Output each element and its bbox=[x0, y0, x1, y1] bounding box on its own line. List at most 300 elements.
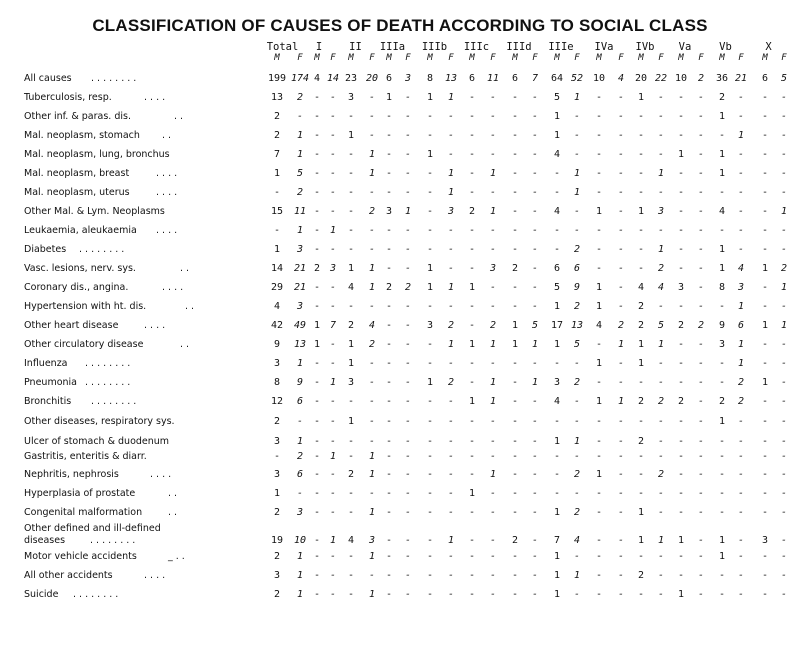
cell-i-f: - bbox=[329, 507, 337, 518]
cell-iiie-m: 4 bbox=[553, 206, 561, 217]
cell-total-m: 3 bbox=[273, 358, 281, 369]
cell-iiib-f: 1 bbox=[447, 535, 455, 546]
cell-x-f: 1 bbox=[780, 320, 788, 331]
row-label: Ulcer of stomach & duodenum bbox=[24, 436, 170, 447]
cell-iva-m: - bbox=[595, 244, 603, 255]
cell-iiia-m: - bbox=[385, 358, 393, 369]
cell-x-m: - bbox=[761, 187, 769, 198]
cell-va-m: - bbox=[677, 206, 685, 217]
cell-iiid-m: - bbox=[511, 187, 519, 198]
cell-ii-f: 1 bbox=[368, 149, 376, 160]
column-female: F bbox=[574, 53, 580, 63]
cell-iva-f: - bbox=[617, 282, 625, 293]
cell-ivb-f: - bbox=[657, 451, 665, 462]
cell-iiib-f: 2 bbox=[447, 377, 455, 388]
cell-iiid-m: - bbox=[511, 225, 519, 236]
cell-ii-f: 1 bbox=[368, 282, 376, 293]
cell-iiia-f: - bbox=[404, 488, 412, 499]
cell-ii-m: 1 bbox=[347, 339, 355, 350]
cell-i-f: - bbox=[329, 358, 337, 369]
cell-i-f: - bbox=[329, 436, 337, 447]
cell-x-m: 1 bbox=[761, 377, 769, 388]
column-male: M bbox=[469, 53, 475, 63]
cell-i-f: - bbox=[329, 589, 337, 600]
cell-total-m: 2 bbox=[273, 416, 281, 427]
cell-ii-m: 1 bbox=[347, 263, 355, 274]
cell-iiid-f: - bbox=[531, 488, 539, 499]
cell-iva-m: - bbox=[595, 416, 603, 427]
cell-iiib-m: - bbox=[426, 436, 434, 447]
cell-iiic-f: - bbox=[489, 282, 497, 293]
cell-ii-m: - bbox=[347, 551, 355, 562]
column-male: M bbox=[348, 53, 354, 63]
cell-total-m: - bbox=[273, 225, 281, 236]
cell-iiia-f: - bbox=[404, 92, 412, 103]
cell-ii-m: - bbox=[347, 396, 355, 407]
cell-iva-f: - bbox=[617, 507, 625, 518]
cell-x-f: 5 bbox=[780, 73, 788, 84]
cell-iiid-f: 1 bbox=[531, 377, 539, 388]
column-female: F bbox=[658, 53, 664, 63]
cell-iva-f: - bbox=[617, 535, 625, 546]
cell-iva-f: - bbox=[617, 111, 625, 122]
cell-iiie-f: - bbox=[573, 416, 581, 427]
cell-iiic-f: - bbox=[489, 225, 497, 236]
cell-iiic-f: - bbox=[489, 570, 497, 581]
column-female: F bbox=[369, 53, 375, 63]
cell-vb-m: 1 bbox=[718, 111, 726, 122]
cell-ii-f: - bbox=[368, 187, 376, 198]
cell-x-m: - bbox=[761, 339, 769, 350]
cell-va-f: - bbox=[697, 149, 705, 160]
cell-iiic-f: - bbox=[489, 535, 497, 546]
cell-iiib-f: - bbox=[447, 111, 455, 122]
cell-iiie-f: 1 bbox=[573, 570, 581, 581]
cell-i-m: - bbox=[313, 206, 321, 217]
cell-iiia-m: 3 bbox=[385, 206, 393, 217]
cell-iiia-f: - bbox=[404, 225, 412, 236]
row-label: Leukaemia, aleukaemia bbox=[24, 225, 137, 236]
cell-total-m: 2 bbox=[273, 111, 281, 122]
cell-total-f: 49 bbox=[293, 320, 307, 331]
cell-iiia-f: - bbox=[404, 570, 412, 581]
cell-iiib-f: - bbox=[447, 416, 455, 427]
cell-iiic-m: - bbox=[468, 149, 476, 160]
cell-iiia-m: - bbox=[385, 570, 393, 581]
column-group-va: Va bbox=[678, 41, 692, 53]
row-leader-dots: . . bbox=[185, 301, 195, 312]
cell-iiie-f: - bbox=[573, 206, 581, 217]
cell-ii-f: - bbox=[368, 92, 376, 103]
cell-iiie-m: 17 bbox=[550, 320, 564, 331]
row-label: Mal. neoplasm, breast bbox=[24, 168, 130, 179]
cell-iiib-f: - bbox=[447, 589, 455, 600]
cell-iiic-f: - bbox=[489, 507, 497, 518]
cell-ii-m: - bbox=[347, 168, 355, 179]
cell-ivb-f: 2 bbox=[657, 263, 665, 274]
cell-iiie-f: 2 bbox=[573, 244, 581, 255]
cell-iiic-f: - bbox=[489, 244, 497, 255]
cell-iiia-f: - bbox=[404, 469, 412, 480]
cell-iiia-m: - bbox=[385, 451, 393, 462]
cell-iiid-m: - bbox=[511, 507, 519, 518]
cell-total-m: - bbox=[273, 187, 281, 198]
cell-iva-m: 1 bbox=[595, 396, 603, 407]
cell-iiic-m: - bbox=[468, 111, 476, 122]
cell-vb-f: - bbox=[737, 225, 745, 236]
cell-vb-m: 1 bbox=[718, 168, 726, 179]
cell-total-f: 6 bbox=[296, 469, 304, 480]
row-label: Other diseases, respiratory sys. bbox=[24, 416, 175, 427]
cell-i-m: - bbox=[313, 130, 321, 141]
row-leader-dots: . . . . bbox=[144, 320, 166, 331]
cell-va-m: - bbox=[677, 570, 685, 581]
cell-iva-f: - bbox=[617, 436, 625, 447]
cell-total-m: 9 bbox=[273, 339, 281, 350]
cell-va-f: - bbox=[697, 551, 705, 562]
cell-x-m: - bbox=[761, 92, 769, 103]
cell-va-f: - bbox=[697, 301, 705, 312]
row-leader-dots: . . . . bbox=[156, 168, 178, 179]
cell-total-f: 1 bbox=[296, 551, 304, 562]
cell-iiie-m: - bbox=[553, 225, 561, 236]
column-female: F bbox=[330, 53, 336, 63]
cell-ivb-f: 4 bbox=[657, 282, 665, 293]
cell-vb-f: - bbox=[737, 451, 745, 462]
row-label: Gastritis, enteritis & diarr. bbox=[24, 451, 147, 462]
cell-iiic-f: 2 bbox=[489, 320, 497, 331]
cell-ivb-m: 2 bbox=[637, 436, 645, 447]
cell-iiib-f: - bbox=[447, 301, 455, 312]
cell-ii-m: 1 bbox=[347, 416, 355, 427]
cell-iiid-m: - bbox=[511, 111, 519, 122]
cell-va-f: - bbox=[697, 92, 705, 103]
cell-iiie-f: 5 bbox=[573, 339, 581, 350]
cell-total-f: - bbox=[296, 488, 304, 499]
cell-i-f: - bbox=[329, 570, 337, 581]
cell-iiie-m: 1 bbox=[553, 130, 561, 141]
cell-iva-m: - bbox=[595, 149, 603, 160]
cell-x-f: - bbox=[780, 187, 788, 198]
cell-x-f: - bbox=[780, 149, 788, 160]
cell-iiid-m: 1 bbox=[511, 339, 519, 350]
cell-iiic-m: - bbox=[468, 589, 476, 600]
cell-iiid-f: - bbox=[531, 396, 539, 407]
column-male: M bbox=[427, 53, 433, 63]
cell-iiia-m: - bbox=[385, 416, 393, 427]
cell-iva-m: - bbox=[595, 436, 603, 447]
cell-ivb-m: - bbox=[637, 377, 645, 388]
cell-vb-f: - bbox=[737, 469, 745, 480]
row-leader-dots: . . bbox=[180, 339, 190, 350]
cell-ii-m: 1 bbox=[347, 358, 355, 369]
cell-ivb-m: - bbox=[637, 187, 645, 198]
cell-iiic-f: - bbox=[489, 92, 497, 103]
cell-iva-m: - bbox=[595, 488, 603, 499]
cell-iiid-m: - bbox=[511, 589, 519, 600]
cell-x-f: 1 bbox=[780, 282, 788, 293]
cell-x-m: - bbox=[761, 206, 769, 217]
cell-iva-m: 1 bbox=[595, 282, 603, 293]
cell-iiia-f: - bbox=[404, 263, 412, 274]
cell-iiid-f: - bbox=[531, 570, 539, 581]
cell-i-m: - bbox=[313, 225, 321, 236]
cell-iiid-m: 1 bbox=[511, 320, 519, 331]
column-male: M bbox=[596, 53, 602, 63]
cell-iva-f: - bbox=[617, 469, 625, 480]
cell-iva-m: - bbox=[595, 168, 603, 179]
cell-ivb-f: - bbox=[657, 488, 665, 499]
cell-iiib-f: 13 bbox=[444, 73, 458, 84]
cell-vb-f: - bbox=[737, 436, 745, 447]
cell-iiie-f: 4 bbox=[573, 535, 581, 546]
cell-iva-m: 1 bbox=[595, 469, 603, 480]
cell-vb-f: - bbox=[737, 570, 745, 581]
row-label: Motor vehicle accidents bbox=[24, 551, 137, 562]
cell-ii-m: - bbox=[347, 149, 355, 160]
cell-va-m: - bbox=[677, 416, 685, 427]
cell-iiie-f: 1 bbox=[573, 168, 581, 179]
cell-total-m: 1 bbox=[273, 168, 281, 179]
cell-total-m: 3 bbox=[273, 469, 281, 480]
cell-ii-m: 1 bbox=[347, 130, 355, 141]
cell-va-f: - bbox=[697, 206, 705, 217]
cell-iiid-m: - bbox=[511, 469, 519, 480]
cell-iiib-m: - bbox=[426, 187, 434, 198]
cell-iva-f: - bbox=[617, 187, 625, 198]
cell-ii-m: - bbox=[347, 570, 355, 581]
cell-iva-f: - bbox=[617, 551, 625, 562]
cell-iiia-m: - bbox=[385, 396, 393, 407]
cell-i-f: - bbox=[329, 282, 337, 293]
cell-i-f: - bbox=[329, 551, 337, 562]
cell-total-m: 15 bbox=[270, 206, 284, 217]
cell-vb-f: - bbox=[737, 551, 745, 562]
cell-iiic-f: 11 bbox=[486, 73, 500, 84]
cell-iva-m: - bbox=[595, 570, 603, 581]
cell-x-f: - bbox=[780, 358, 788, 369]
cell-total-f: - bbox=[296, 416, 304, 427]
cell-va-f: - bbox=[697, 358, 705, 369]
cell-va-f: - bbox=[697, 168, 705, 179]
cell-vb-m: - bbox=[718, 469, 726, 480]
cell-iiic-m: - bbox=[468, 507, 476, 518]
cell-iiia-f: 1 bbox=[404, 206, 412, 217]
cell-total-f: 1 bbox=[296, 225, 304, 236]
cell-total-f: 21 bbox=[293, 263, 307, 274]
cell-i-m: - bbox=[313, 570, 321, 581]
cell-ii-m: 2 bbox=[347, 469, 355, 480]
cell-total-m: 1 bbox=[273, 488, 281, 499]
cell-ivb-f: - bbox=[657, 187, 665, 198]
cell-i-f: - bbox=[329, 206, 337, 217]
cell-iiia-m: - bbox=[385, 263, 393, 274]
column-male: M bbox=[274, 53, 280, 63]
cell-ivb-m: 1 bbox=[637, 339, 645, 350]
cell-iiid-f: - bbox=[531, 149, 539, 160]
row-label: Other defined and ill-defined bbox=[24, 523, 161, 534]
cell-total-m: 42 bbox=[270, 320, 284, 331]
row-leader-dots: . . . . . . . . bbox=[91, 396, 137, 407]
column-group-ii: II bbox=[349, 41, 362, 53]
cell-iiie-f: - bbox=[573, 225, 581, 236]
cell-iiia-m: - bbox=[385, 339, 393, 350]
cell-iiid-m: 2 bbox=[511, 535, 519, 546]
cell-x-m: 1 bbox=[761, 263, 769, 274]
cell-iiic-f: - bbox=[489, 358, 497, 369]
cell-vb-m: 2 bbox=[718, 92, 726, 103]
cell-iiib-f: - bbox=[447, 225, 455, 236]
row-label: Mal. neoplasm, stomach bbox=[24, 130, 140, 141]
cell-total-m: 13 bbox=[270, 92, 284, 103]
cell-total-m: 1 bbox=[273, 244, 281, 255]
cell-vb-m: - bbox=[718, 589, 726, 600]
cell-iiia-f: - bbox=[404, 358, 412, 369]
cell-x-m: - bbox=[761, 488, 769, 499]
cell-iiia-f: - bbox=[404, 168, 412, 179]
cell-iiic-m: 1 bbox=[468, 339, 476, 350]
cell-ii-f: - bbox=[368, 225, 376, 236]
cell-iiid-m: - bbox=[511, 168, 519, 179]
cell-x-f: 1 bbox=[780, 206, 788, 217]
cell-iiie-m: 1 bbox=[553, 301, 561, 312]
cell-va-f: - bbox=[697, 130, 705, 141]
cell-iiia-m: - bbox=[385, 187, 393, 198]
cell-ii-f: 1 bbox=[368, 551, 376, 562]
cell-total-f: 1 bbox=[296, 358, 304, 369]
cell-iiib-f: 1 bbox=[447, 92, 455, 103]
column-male: M bbox=[386, 53, 392, 63]
cell-iiib-m: 1 bbox=[426, 92, 434, 103]
cell-iiib-m: - bbox=[426, 551, 434, 562]
cell-total-f: 1 bbox=[296, 589, 304, 600]
cell-iiic-m: - bbox=[468, 436, 476, 447]
cell-i-m: - bbox=[313, 469, 321, 480]
cell-total-m: 2 bbox=[273, 551, 281, 562]
cell-iva-m: - bbox=[595, 263, 603, 274]
cell-iiib-m: - bbox=[426, 488, 434, 499]
row-label: All other accidents bbox=[24, 570, 113, 581]
cell-iiib-m: - bbox=[426, 570, 434, 581]
cell-i-m: - bbox=[313, 187, 321, 198]
cell-iiic-f: - bbox=[489, 301, 497, 312]
cell-ivb-m: - bbox=[637, 469, 645, 480]
cell-ivb-f: 1 bbox=[657, 168, 665, 179]
cell-iva-f: - bbox=[617, 570, 625, 581]
cell-iiia-m: - bbox=[385, 111, 393, 122]
cell-iiie-m: 1 bbox=[553, 339, 561, 350]
cell-iva-m: 1 bbox=[595, 301, 603, 312]
cell-ivb-m: - bbox=[637, 263, 645, 274]
cell-iiid-f: - bbox=[531, 282, 539, 293]
cell-iiic-m: - bbox=[468, 130, 476, 141]
cell-x-f: - bbox=[780, 111, 788, 122]
cell-iiia-m: 1 bbox=[385, 92, 393, 103]
cell-iiia-f: - bbox=[404, 377, 412, 388]
cell-va-m: - bbox=[677, 130, 685, 141]
cell-i-m: 1 bbox=[313, 320, 321, 331]
cell-iiie-f: - bbox=[573, 589, 581, 600]
cell-iiid-m: - bbox=[511, 301, 519, 312]
cell-iva-m: - bbox=[595, 451, 603, 462]
cell-i-m: - bbox=[313, 149, 321, 160]
cell-i-m: 1 bbox=[313, 339, 321, 350]
cell-vb-f: 2 bbox=[737, 396, 745, 407]
cell-vb-f: 3 bbox=[737, 282, 745, 293]
cell-iiie-f: 1 bbox=[573, 187, 581, 198]
cell-iiie-f: - bbox=[573, 358, 581, 369]
cell-iva-f: - bbox=[617, 130, 625, 141]
column-group-total: Total bbox=[266, 41, 299, 53]
cell-ii-f: 4 bbox=[368, 320, 376, 331]
cell-iiid-f: - bbox=[531, 168, 539, 179]
cell-iiie-m: 1 bbox=[553, 570, 561, 581]
cell-x-m: - bbox=[761, 551, 769, 562]
cell-total-f: 1 bbox=[296, 149, 304, 160]
column-group-i: I bbox=[315, 41, 323, 53]
cell-vb-m: 1 bbox=[718, 535, 726, 546]
cell-ii-f: 2 bbox=[368, 206, 376, 217]
cell-iiic-m: 1 bbox=[468, 488, 476, 499]
cell-i-f: - bbox=[329, 488, 337, 499]
row-leader-dots: . . . . . . . . bbox=[90, 535, 136, 546]
cell-i-m: - bbox=[313, 168, 321, 179]
cell-ivb-f: 1 bbox=[657, 535, 665, 546]
cell-iiic-f: 1 bbox=[489, 339, 497, 350]
cell-iiib-f: 1 bbox=[447, 282, 455, 293]
cell-iiid-f: - bbox=[531, 301, 539, 312]
cell-iva-f: - bbox=[617, 92, 625, 103]
cell-ivb-f: - bbox=[657, 358, 665, 369]
column-male: M bbox=[638, 53, 644, 63]
cell-ii-m: - bbox=[347, 589, 355, 600]
row-label: Suicide bbox=[24, 589, 59, 600]
cell-iiib-m: - bbox=[426, 339, 434, 350]
cell-ivb-m: 2 bbox=[637, 396, 645, 407]
cell-ivb-m: - bbox=[637, 111, 645, 122]
column-male: M bbox=[314, 53, 320, 63]
cell-ivb-f: - bbox=[657, 301, 665, 312]
cell-ivb-m: - bbox=[637, 551, 645, 562]
cell-iiic-f: 1 bbox=[489, 206, 497, 217]
column-male: M bbox=[719, 53, 725, 63]
cell-ii-f: - bbox=[368, 570, 376, 581]
cell-i-m: 4 bbox=[313, 73, 321, 84]
cell-ii-f: 1 bbox=[368, 451, 376, 462]
cell-iva-f: - bbox=[617, 168, 625, 179]
cell-va-f: - bbox=[697, 111, 705, 122]
cell-iiie-f: 6 bbox=[573, 263, 581, 274]
cell-ivb-m: - bbox=[637, 149, 645, 160]
cell-iiie-f: - bbox=[573, 551, 581, 562]
cell-total-f: 1 bbox=[296, 436, 304, 447]
cell-iiib-f: - bbox=[447, 149, 455, 160]
cell-vb-m: 36 bbox=[715, 73, 729, 84]
cell-ivb-m: - bbox=[637, 130, 645, 141]
cell-iiia-m: - bbox=[385, 244, 393, 255]
cell-ii-f: - bbox=[368, 396, 376, 407]
cell-x-f: - bbox=[780, 416, 788, 427]
cell-x-m: - bbox=[761, 130, 769, 141]
cell-iiic-m: - bbox=[468, 225, 476, 236]
row-leader-dots: . . . . . . . . bbox=[85, 358, 131, 369]
row-leader-dots: . . bbox=[168, 507, 178, 518]
cell-iiib-m: - bbox=[426, 130, 434, 141]
cell-iiia-f: - bbox=[404, 149, 412, 160]
cell-iiic-f: - bbox=[489, 436, 497, 447]
cell-iiid-f: - bbox=[531, 263, 539, 274]
cell-iva-m: 1 bbox=[595, 206, 603, 217]
